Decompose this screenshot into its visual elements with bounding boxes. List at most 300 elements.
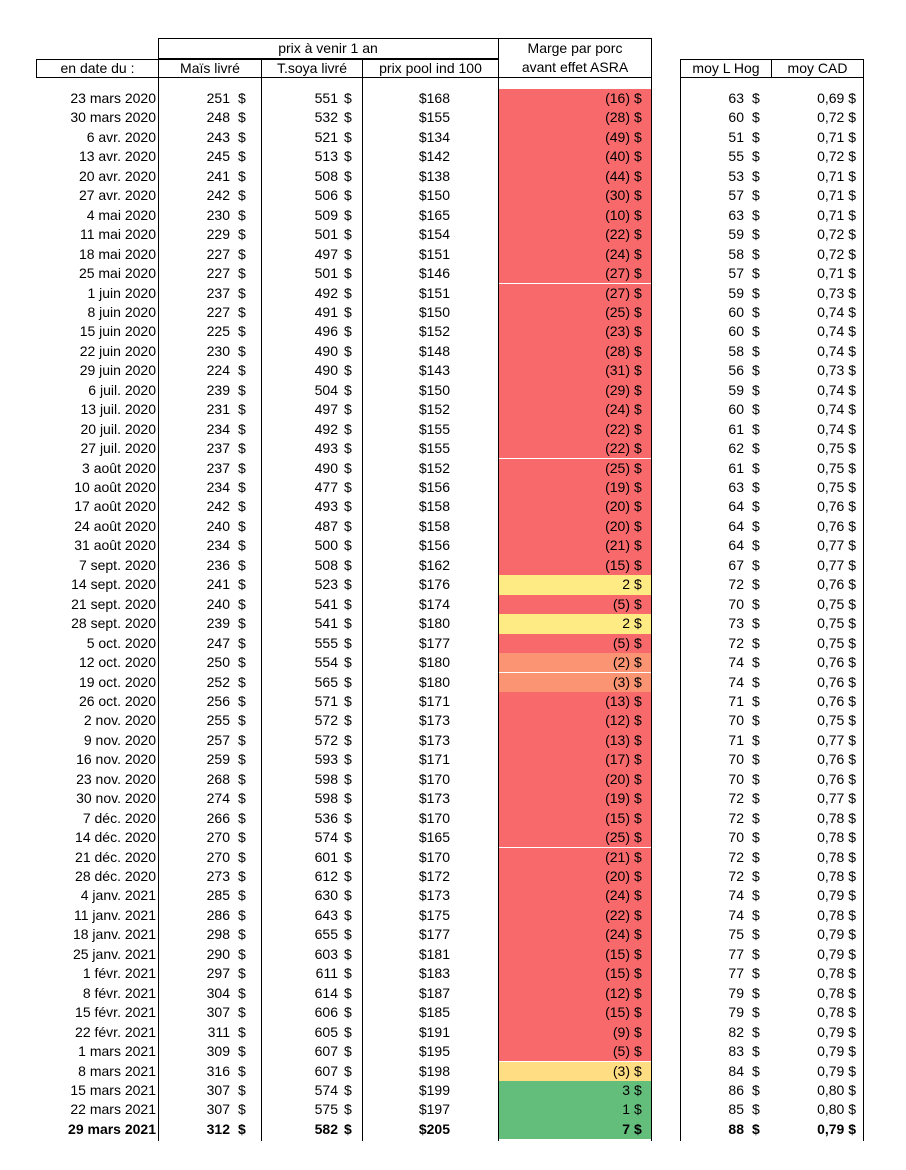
table-row bbox=[0, 303, 906, 322]
marge-currency: $ bbox=[634, 887, 642, 904]
marge-cell: (29) bbox=[605, 381, 630, 398]
hog-cell: 51 bbox=[728, 128, 744, 145]
cad-cell: 0,72 $ bbox=[817, 148, 856, 165]
soya-cell: 601 bbox=[314, 848, 338, 865]
mais-currency: $ bbox=[238, 401, 246, 418]
mais-currency: $ bbox=[238, 498, 246, 515]
marge-cell: 2 bbox=[622, 615, 630, 632]
date-cell: 23 mars 2020 bbox=[70, 90, 156, 106]
marge-cell: (40) bbox=[605, 148, 630, 165]
mais-cell: 227 bbox=[206, 245, 230, 262]
table-row bbox=[0, 1003, 906, 1022]
soya-currency: $ bbox=[344, 440, 352, 457]
marge-cell: (15) bbox=[605, 809, 630, 826]
hog-currency: $ bbox=[752, 1081, 760, 1098]
soya-cell: 491 bbox=[314, 303, 338, 320]
mais-currency: $ bbox=[238, 887, 246, 904]
marge-currency: $ bbox=[634, 1004, 642, 1021]
mais-currency: $ bbox=[238, 109, 246, 126]
marge-cell: (13) bbox=[605, 731, 630, 748]
date-cell: 19 oct. 2020 bbox=[78, 673, 156, 690]
soya-currency: $ bbox=[344, 187, 352, 204]
cad-cell: 0,78 $ bbox=[817, 868, 856, 884]
pool-cell: $187 bbox=[418, 984, 450, 1001]
date-cell: 18 janv. 2021 bbox=[72, 926, 156, 943]
hog-currency: $ bbox=[752, 1120, 760, 1137]
hog-cell: 60 bbox=[728, 303, 744, 320]
date-cell: 2 nov. 2020 bbox=[83, 712, 156, 729]
date-cell: 14 sept. 2020 bbox=[71, 576, 156, 593]
mais-cell: 251 bbox=[206, 90, 230, 106]
marge-cell: (12) bbox=[605, 712, 630, 729]
mais-currency: $ bbox=[238, 576, 246, 593]
mais-cell: 237 bbox=[206, 459, 230, 476]
soya-currency: $ bbox=[344, 868, 352, 884]
hog-currency: $ bbox=[752, 673, 760, 690]
soya-currency: $ bbox=[344, 712, 352, 729]
marge-currency: $ bbox=[634, 284, 642, 301]
table-row bbox=[0, 1062, 906, 1081]
mais-currency: $ bbox=[238, 965, 246, 982]
mais-cell: 242 bbox=[206, 498, 230, 515]
hog-cell: 64 bbox=[728, 517, 744, 534]
cad-cell: 0,78 $ bbox=[817, 984, 856, 1001]
marge-currency: $ bbox=[634, 634, 642, 651]
date-cell: 31 août 2020 bbox=[74, 537, 156, 554]
hog-currency: $ bbox=[752, 381, 760, 398]
cad-cell: 0,79 $ bbox=[817, 926, 856, 943]
cad-cell: 0,72 $ bbox=[817, 109, 856, 126]
mais-currency: $ bbox=[238, 615, 246, 632]
mais-cell: 236 bbox=[206, 556, 230, 573]
cad-cell: 0,74 $ bbox=[817, 381, 856, 398]
pool-cell: $175 bbox=[418, 906, 450, 923]
marge-currency: $ bbox=[634, 206, 642, 223]
marge-cell: (5) bbox=[612, 1043, 630, 1060]
soya-cell: 496 bbox=[314, 323, 338, 340]
mais-cell: 270 bbox=[206, 829, 230, 846]
header-pool: prix pool ind 100 bbox=[379, 60, 482, 76]
hog-cell: 74 bbox=[728, 673, 744, 690]
soya-cell: 490 bbox=[314, 459, 338, 476]
marge-cell: (3) bbox=[612, 673, 630, 690]
marge-currency: $ bbox=[634, 848, 642, 865]
soya-currency: $ bbox=[344, 1081, 352, 1098]
soya-cell: 598 bbox=[314, 790, 338, 807]
hog-cell: 55 bbox=[728, 148, 744, 165]
hog-currency: $ bbox=[752, 868, 760, 884]
soya-cell: 607 bbox=[314, 1062, 338, 1079]
hog-currency: $ bbox=[752, 731, 760, 748]
marge-cell: (25) bbox=[605, 829, 630, 846]
mais-cell: 312 bbox=[206, 1120, 230, 1137]
hog-cell: 72 bbox=[728, 576, 744, 593]
soya-cell: 509 bbox=[314, 206, 338, 223]
cad-cell: 0,75 $ bbox=[817, 712, 856, 729]
mais-currency: $ bbox=[238, 265, 246, 282]
pool-cell: $171 bbox=[418, 751, 450, 768]
hog-currency: $ bbox=[752, 576, 760, 593]
cad-cell: 0,77 $ bbox=[817, 731, 856, 748]
mais-currency: $ bbox=[238, 868, 246, 884]
hog-cell: 70 bbox=[728, 751, 744, 768]
soya-currency: $ bbox=[344, 167, 352, 184]
soya-cell: 490 bbox=[314, 342, 338, 359]
cad-cell: 0,75 $ bbox=[817, 634, 856, 651]
mais-cell: 307 bbox=[206, 1004, 230, 1021]
cad-cell: 0,72 $ bbox=[817, 245, 856, 262]
cad-cell: 0,79 $ bbox=[817, 945, 856, 962]
date-cell: 1 févr. 2021 bbox=[82, 965, 156, 982]
soya-cell: 572 bbox=[314, 712, 338, 729]
marge-cell: (44) bbox=[605, 167, 630, 184]
mais-currency: $ bbox=[238, 479, 246, 495]
cad-cell: 0,71 $ bbox=[817, 128, 856, 145]
marge-currency: $ bbox=[634, 829, 642, 846]
soya-cell: 574 bbox=[314, 829, 338, 846]
mais-cell: 255 bbox=[206, 712, 230, 729]
table-row bbox=[0, 206, 906, 225]
mais-cell: 231 bbox=[206, 401, 230, 418]
soya-cell: 541 bbox=[314, 615, 338, 632]
mais-cell: 224 bbox=[206, 362, 230, 379]
soya-currency: $ bbox=[344, 751, 352, 768]
cad-cell: 0,71 $ bbox=[817, 167, 856, 184]
table-row bbox=[0, 225, 906, 244]
date-cell: 1 mars 2021 bbox=[78, 1043, 156, 1060]
cad-cell: 0,73 $ bbox=[817, 362, 856, 379]
marge-cell: (12) bbox=[605, 984, 630, 1001]
soya-currency: $ bbox=[344, 537, 352, 554]
mais-currency: $ bbox=[238, 1081, 246, 1098]
date-cell: 15 févr. 2021 bbox=[75, 1004, 156, 1021]
soya-currency: $ bbox=[344, 790, 352, 807]
pool-cell: $197 bbox=[418, 1101, 450, 1118]
soya-currency: $ bbox=[344, 381, 352, 398]
cad-cell: 0,69 $ bbox=[817, 90, 856, 106]
soya-currency: $ bbox=[344, 829, 352, 846]
pool-cell: $158 bbox=[418, 498, 450, 515]
marge-currency: $ bbox=[634, 517, 642, 534]
marge-cell: 3 bbox=[622, 1081, 630, 1098]
soya-cell: 493 bbox=[314, 440, 338, 457]
hog-cell: 88 bbox=[728, 1120, 744, 1137]
pool-cell: $173 bbox=[418, 731, 450, 748]
hog-cell: 70 bbox=[728, 595, 744, 612]
soya-cell: 612 bbox=[314, 868, 338, 884]
hog-cell: 77 bbox=[728, 965, 744, 982]
cad-cell: 0,75 $ bbox=[817, 459, 856, 476]
cad-cell: 0,74 $ bbox=[817, 342, 856, 359]
date-cell: 28 sept. 2020 bbox=[71, 615, 156, 632]
date-cell: 11 janv. 2021 bbox=[74, 906, 156, 923]
date-cell: 4 janv. 2021 bbox=[80, 887, 156, 904]
hog-currency: $ bbox=[752, 342, 760, 359]
mais-currency: $ bbox=[238, 537, 246, 554]
mais-cell: 298 bbox=[206, 926, 230, 943]
table-row bbox=[0, 789, 906, 808]
hog-currency: $ bbox=[752, 206, 760, 223]
marge-currency: $ bbox=[634, 751, 642, 768]
marge-cell: (20) bbox=[605, 770, 630, 787]
marge-cell: 7 bbox=[622, 1120, 630, 1137]
table-row bbox=[0, 556, 906, 575]
soya-currency: $ bbox=[344, 965, 352, 982]
hog-cell: 62 bbox=[728, 440, 744, 457]
hog-currency: $ bbox=[752, 712, 760, 729]
date-cell: 13 juil. 2020 bbox=[80, 401, 156, 418]
table-row bbox=[0, 634, 906, 653]
hog-currency: $ bbox=[752, 1062, 760, 1079]
soya-currency: $ bbox=[344, 1004, 352, 1021]
pool-cell: $152 bbox=[418, 401, 450, 418]
marge-currency: $ bbox=[634, 1043, 642, 1060]
cad-cell: 0,80 $ bbox=[817, 1101, 856, 1118]
mais-currency: $ bbox=[238, 1043, 246, 1060]
marge-currency: $ bbox=[634, 595, 642, 612]
mais-cell: 311 bbox=[207, 1023, 230, 1040]
marge-cell: (9) bbox=[612, 1023, 630, 1040]
hog-cell: 79 bbox=[728, 1004, 744, 1021]
header-cad: moy CAD bbox=[787, 60, 848, 76]
hog-currency: $ bbox=[752, 1101, 760, 1118]
soya-currency: $ bbox=[344, 1062, 352, 1079]
soya-currency: $ bbox=[344, 479, 352, 495]
hog-currency: $ bbox=[752, 829, 760, 846]
mais-cell: 259 bbox=[206, 751, 230, 768]
soya-cell: 506 bbox=[314, 187, 338, 204]
soya-cell: 607 bbox=[314, 1043, 338, 1060]
mais-currency: $ bbox=[238, 440, 246, 457]
table-row bbox=[0, 809, 906, 828]
mais-cell: 304 bbox=[206, 984, 230, 1001]
hog-currency: $ bbox=[752, 615, 760, 632]
pool-cell: $150 bbox=[418, 381, 450, 398]
cad-cell: 0,74 $ bbox=[817, 401, 856, 418]
soya-currency: $ bbox=[344, 887, 352, 904]
table-row bbox=[0, 984, 906, 1003]
pool-cell: $162 bbox=[418, 556, 450, 573]
soya-currency: $ bbox=[344, 323, 352, 340]
hog-currency: $ bbox=[752, 1043, 760, 1060]
date-cell: 23 nov. 2020 bbox=[76, 770, 156, 787]
marge-cell: (10) bbox=[605, 206, 630, 223]
hog-currency: $ bbox=[752, 479, 760, 495]
soya-cell: 593 bbox=[314, 751, 338, 768]
mais-cell: 229 bbox=[206, 226, 230, 243]
date-cell: 24 août 2020 bbox=[74, 517, 156, 534]
mais-currency: $ bbox=[238, 284, 246, 301]
hog-cell: 79 bbox=[728, 984, 744, 1001]
soya-currency: $ bbox=[344, 362, 352, 379]
pool-cell: $173 bbox=[418, 712, 450, 729]
date-cell: 13 avr. 2020 bbox=[78, 148, 156, 165]
soya-currency: $ bbox=[344, 731, 352, 748]
hog-cell: 57 bbox=[728, 187, 744, 204]
soya-currency: $ bbox=[344, 245, 352, 262]
hog-currency: $ bbox=[752, 634, 760, 651]
marge-currency: $ bbox=[634, 459, 642, 476]
hog-currency: $ bbox=[752, 537, 760, 554]
date-cell: 6 avr. 2020 bbox=[86, 128, 156, 145]
table-row bbox=[0, 497, 906, 516]
soya-currency: $ bbox=[344, 1120, 352, 1137]
mais-cell: 234 bbox=[206, 420, 230, 437]
marge-currency: $ bbox=[634, 323, 642, 340]
pool-cell: $173 bbox=[418, 790, 450, 807]
soya-cell: 575 bbox=[314, 1101, 338, 1118]
soya-currency: $ bbox=[344, 634, 352, 651]
mais-cell: 227 bbox=[206, 265, 230, 282]
soya-cell: 513 bbox=[314, 148, 338, 165]
hog-cell: 67 bbox=[728, 556, 744, 573]
hog-cell: 72 bbox=[728, 809, 744, 826]
hog-currency: $ bbox=[752, 284, 760, 301]
mais-cell: 290 bbox=[206, 945, 230, 962]
soya-currency: $ bbox=[344, 576, 352, 593]
mais-cell: 274 bbox=[206, 790, 230, 807]
date-cell: 11 mai 2020 bbox=[79, 226, 156, 243]
soya-currency: $ bbox=[344, 401, 352, 418]
marge-cell: (19) bbox=[605, 479, 630, 495]
pool-cell: $177 bbox=[418, 634, 450, 651]
pool-cell: $173 bbox=[418, 887, 450, 904]
soya-currency: $ bbox=[344, 1101, 352, 1118]
date-cell: 8 févr. 2021 bbox=[82, 984, 156, 1001]
hog-cell: 61 bbox=[728, 459, 744, 476]
hog-cell: 56 bbox=[728, 362, 744, 379]
mais-currency: $ bbox=[238, 148, 246, 165]
date-cell: 22 juin 2020 bbox=[79, 342, 156, 359]
mais-cell: 285 bbox=[206, 887, 230, 904]
hog-currency: $ bbox=[752, 692, 760, 709]
marge-currency: $ bbox=[634, 654, 642, 671]
cad-cell: 0,71 $ bbox=[817, 187, 856, 204]
hog-currency: $ bbox=[752, 654, 760, 671]
table-row bbox=[0, 420, 906, 439]
hog-currency: $ bbox=[752, 984, 760, 1001]
table-row bbox=[0, 906, 906, 925]
pool-cell: $155 bbox=[418, 440, 450, 457]
mais-cell: 268 bbox=[206, 770, 230, 787]
mais-currency: $ bbox=[238, 790, 246, 807]
hog-cell: 71 bbox=[728, 692, 744, 709]
soya-cell: 571 bbox=[314, 692, 338, 709]
marge-cell: (15) bbox=[605, 965, 630, 982]
table-row bbox=[0, 711, 906, 730]
mais-currency: $ bbox=[238, 420, 246, 437]
mais-currency: $ bbox=[238, 906, 246, 923]
soya-cell: 492 bbox=[314, 284, 338, 301]
mais-currency: $ bbox=[238, 226, 246, 243]
table-row bbox=[0, 886, 906, 905]
hog-currency: $ bbox=[752, 1023, 760, 1040]
hog-cell: 86 bbox=[728, 1081, 744, 1098]
mais-cell: 237 bbox=[206, 284, 230, 301]
soya-currency: $ bbox=[344, 692, 352, 709]
mais-cell: 242 bbox=[206, 187, 230, 204]
soya-cell: 541 bbox=[314, 595, 338, 612]
cad-cell: 0,76 $ bbox=[817, 673, 856, 690]
soya-cell: 490 bbox=[314, 362, 338, 379]
mais-cell: 227 bbox=[206, 303, 230, 320]
date-cell: 3 août 2020 bbox=[82, 459, 156, 476]
table-row bbox=[0, 867, 906, 886]
marge-currency: $ bbox=[634, 556, 642, 573]
pool-cell: $191 bbox=[418, 1023, 450, 1040]
marge-cell: (24) bbox=[605, 887, 630, 904]
soya-cell: 614 bbox=[314, 984, 338, 1001]
marge-cell: (21) bbox=[605, 537, 630, 554]
mais-currency: $ bbox=[238, 595, 246, 612]
soya-cell: 532 bbox=[314, 109, 338, 126]
marge-cell: (30) bbox=[605, 187, 630, 204]
mais-cell: 240 bbox=[206, 517, 230, 534]
mais-currency: $ bbox=[238, 1101, 246, 1118]
soya-cell: 554 bbox=[314, 654, 338, 671]
soya-cell: 551 bbox=[314, 90, 338, 106]
mais-cell: 237 bbox=[206, 440, 230, 457]
marge-cell: (17) bbox=[605, 751, 630, 768]
soya-currency: $ bbox=[344, 265, 352, 282]
marge-cell: (15) bbox=[605, 945, 630, 962]
soya-currency: $ bbox=[344, 1023, 352, 1040]
marge-cell: (28) bbox=[605, 342, 630, 359]
soya-currency: $ bbox=[344, 906, 352, 923]
mais-cell: 245 bbox=[206, 148, 230, 165]
soya-currency: $ bbox=[344, 595, 352, 612]
mais-currency: $ bbox=[238, 303, 246, 320]
table-row bbox=[0, 400, 906, 419]
mais-currency: $ bbox=[238, 673, 246, 690]
hog-currency: $ bbox=[752, 809, 760, 826]
mais-cell: 241 bbox=[206, 576, 230, 593]
mais-cell: 234 bbox=[206, 479, 230, 495]
soya-cell: 500 bbox=[314, 537, 338, 554]
pool-cell: $199 bbox=[418, 1081, 450, 1098]
date-cell: 25 mai 2020 bbox=[78, 265, 156, 282]
soya-cell: 521 bbox=[314, 128, 338, 145]
header-marge-line2: avant effet ASRA bbox=[521, 59, 629, 75]
mais-cell: 266 bbox=[206, 809, 230, 826]
soya-currency: $ bbox=[344, 673, 352, 690]
marge-currency: $ bbox=[634, 926, 642, 943]
marge-cell: (24) bbox=[605, 401, 630, 418]
mais-cell: 270 bbox=[206, 848, 230, 865]
soya-currency: $ bbox=[344, 770, 352, 787]
marge-cell: (2) bbox=[612, 654, 630, 671]
cad-cell: 0,75 $ bbox=[817, 440, 856, 457]
marge-currency: $ bbox=[634, 342, 642, 359]
marge-cell: (27) bbox=[605, 265, 630, 282]
header-hog: moy L Hog bbox=[692, 60, 760, 76]
cad-cell: 0,77 $ bbox=[817, 556, 856, 573]
hog-cell: 72 bbox=[728, 790, 744, 807]
mais-cell: 239 bbox=[206, 615, 230, 632]
soya-cell: 477 bbox=[314, 479, 338, 495]
cad-cell: 0,79 $ bbox=[817, 1120, 856, 1137]
marge-cell: 2 bbox=[622, 576, 630, 593]
marge-cell: (3) bbox=[612, 1062, 630, 1079]
table-row bbox=[0, 517, 906, 536]
soya-cell: 508 bbox=[314, 167, 338, 184]
cad-cell: 0,79 $ bbox=[817, 1062, 856, 1079]
soya-currency: $ bbox=[344, 420, 352, 437]
table-row bbox=[0, 264, 906, 283]
hog-cell: 72 bbox=[728, 868, 744, 884]
date-cell: 8 mars 2021 bbox=[78, 1062, 156, 1079]
mais-cell: 230 bbox=[206, 342, 230, 359]
